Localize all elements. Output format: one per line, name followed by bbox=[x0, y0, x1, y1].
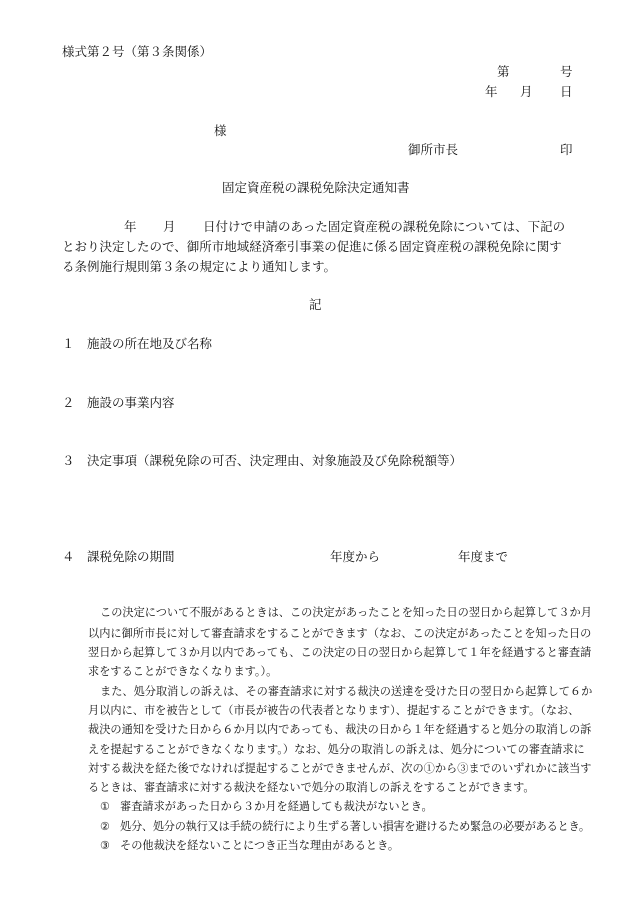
item-2-label: 施設の事業内容 bbox=[87, 395, 175, 410]
document-number-dai: 第 bbox=[497, 64, 510, 79]
seal-mark: 印 bbox=[560, 142, 573, 157]
notice-list-mark: ① bbox=[100, 800, 111, 813]
item-4-label: 課税免除の期間 bbox=[87, 549, 175, 564]
document-number-gou: 号 bbox=[560, 64, 573, 79]
item-3-label: 決定事項（課税免除の可否、決定理由、対象施設及び免除税額等） bbox=[87, 453, 463, 468]
date-month: 月 bbox=[520, 84, 533, 99]
ki-heading: 記 bbox=[309, 297, 322, 312]
item-4-number: ４ bbox=[62, 549, 75, 564]
body-line-3: る条例施行規則第３条の規定により通知します。 bbox=[62, 259, 337, 274]
notice-line: 以内に御所市長に対して審査請求をすることができます（なお、この決定があったことを知った日の bbox=[88, 627, 592, 640]
item-1-number: １ bbox=[62, 336, 75, 351]
body-year: 年 bbox=[124, 219, 137, 234]
addressee-honorific: 様 bbox=[214, 123, 227, 138]
notice-line: 対する裁決を経た後でなければ提起することができませんが、次の①から③までのいずれかに該当す bbox=[88, 762, 592, 775]
notice-list-text: 処分、処分の執行又は手続の続行により生ずる著しい損害を避けるため緊急の必要があるとき。 bbox=[120, 820, 590, 833]
notice-line: また、処分取消しの訴えは、その審査請求に対する裁決の送達を受けた日の翌日から起算して６か bbox=[100, 685, 593, 698]
document-title: 固定資産税の課税免除決定通知書 bbox=[222, 180, 410, 195]
notice-line: 裁決の通知を受けた日から６か月以内であっても、裁決の日から１年を経過すると処分の取消しの訴 bbox=[88, 723, 592, 736]
notice-line: るときは、審査請求に対する裁決を経ないで処分の取消しの訴えをすることができます。 bbox=[88, 781, 535, 794]
body-line-1: 日付けで申請のあった固定資産税の課税免除については、下記の bbox=[203, 219, 566, 234]
item-2-number: ２ bbox=[62, 395, 75, 410]
notice-line: 月以内に、市を被告として（市長が被告の代表者となります）、提起することができます。（なお、 bbox=[88, 704, 580, 717]
notice-line: この決定について不服があるときは、この決定があったことを知った日の翌日から起算して３か月 bbox=[100, 606, 592, 619]
notice-list-text: 審査請求があった日から３か月を経過しても裁決がないとき。 bbox=[120, 800, 433, 813]
form-label: 様式第２号（第３条関係） bbox=[62, 44, 213, 59]
body-month: 月 bbox=[163, 219, 176, 234]
item-4-to: 年度まで bbox=[458, 549, 509, 564]
notice-list-mark: ② bbox=[100, 820, 111, 833]
date-year: 年 bbox=[485, 84, 498, 99]
notice-line: えを提起することができなくなります。）なお、処分の取消しの訴えは、処分についての審査請求に bbox=[88, 743, 585, 756]
item-4-from: 年度から bbox=[330, 549, 381, 564]
item-1-label: 施設の所在地及び名称 bbox=[87, 336, 213, 351]
notice-list-text: その他裁決を経ないことにつき正当な理由があるとき。 bbox=[120, 839, 400, 852]
notice-line: 求をすることができなくなります。）。 bbox=[88, 665, 278, 678]
body-line-2: とおり決定したので、御所市地域経済牽引事業の促進に係る固定資産税の課税免除に関す bbox=[62, 239, 562, 254]
item-3-number: ３ bbox=[62, 453, 75, 468]
issuer-name: 御所市長 bbox=[408, 142, 459, 157]
notice-line: 翌日から起算して３か月以内であっても、この決定の日の翌日から起算して１年を経過すると審査請 bbox=[88, 646, 592, 659]
notice-list-mark: ③ bbox=[100, 839, 111, 852]
date-day: 日 bbox=[560, 84, 573, 99]
